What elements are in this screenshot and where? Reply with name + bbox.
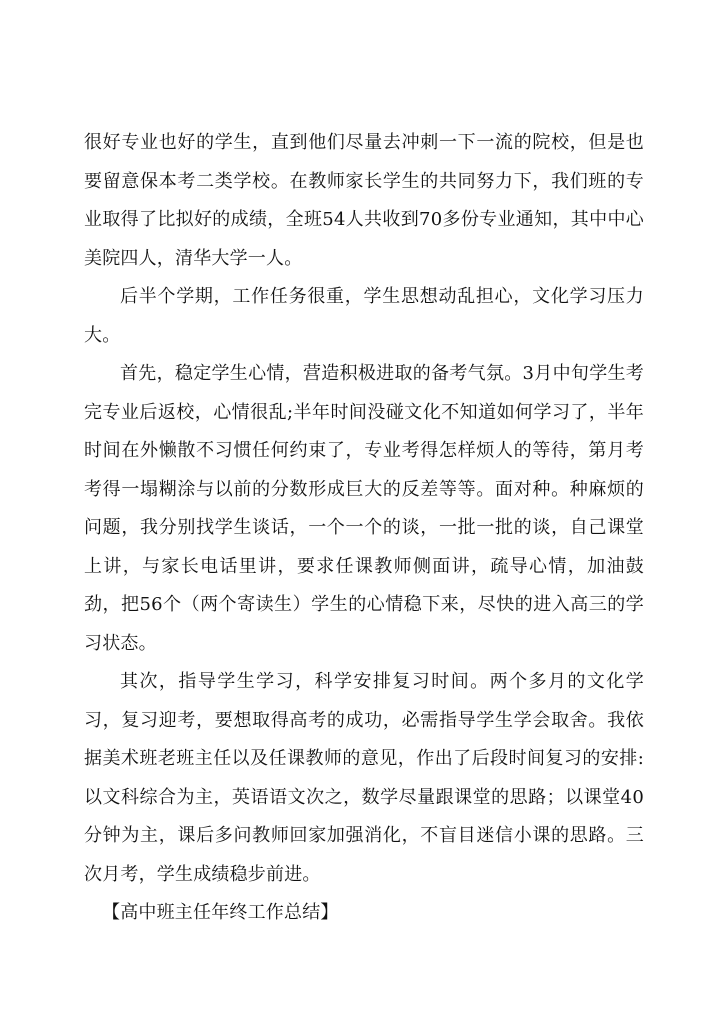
document-footer-title: 【高中班主任年终工作总结】 bbox=[102, 902, 339, 923]
document-body bbox=[84, 124, 644, 933]
paragraph-first-stabilize: 首先，稳定学生心情，营造积极进取的备考气氛。3月中旬学生考完专业后返校，心情很乱;半年时间没碰文化不知道如何学习了，半年时间在外懒散不习惯任何约束了，专业考得怎样烦人的等待，第月考考得一塌糊涂与以前的分数形成巨大的反差等等。面对种。种麻烦的问题，我分别找学生谈话，一个一个的谈，一批一批的谈，自己课堂上讲，与家长电话里讲，要求任课教师侧面讲，疏导心情，加油鼓劲，把56个（两个寄读生）学生的心情稳下来，尽快的进入高三的学习状态。 bbox=[84, 363, 644, 654]
paragraph-second-guide-study: 其次，指导学生学习，科学安排复习时间。两个多月的文化学习，复习迎考，要想取得高考的成功，必需指导学生学会取舍。我依据美术班老班主任以及任课教师的意见，作出了后段时间复习的安排:以文科综合为主，英语语文次之，数学尽量跟课堂的思路；以课堂40分钟为主，课后多问教师回家加强消化，不盲目迷信小课的思路。三次月考，学生成绩稳步前进。 bbox=[84, 671, 644, 885]
paragraph-second-half-semester: 后半个学期，工作任务很重，学生思想动乱担心，文化学习压力大。 bbox=[84, 286, 644, 346]
paragraph-continued: 很好专业也好的学生，直到他们尽量去冲刺一下一流的院校，但是也要留意保本考二类学校。在教师家长学生的共同努力下，我们班的专业取得了比拟好的成绩，全班54人共收到70多份专业通知，其中中心美院四人，清华大学一人。 bbox=[84, 132, 644, 269]
